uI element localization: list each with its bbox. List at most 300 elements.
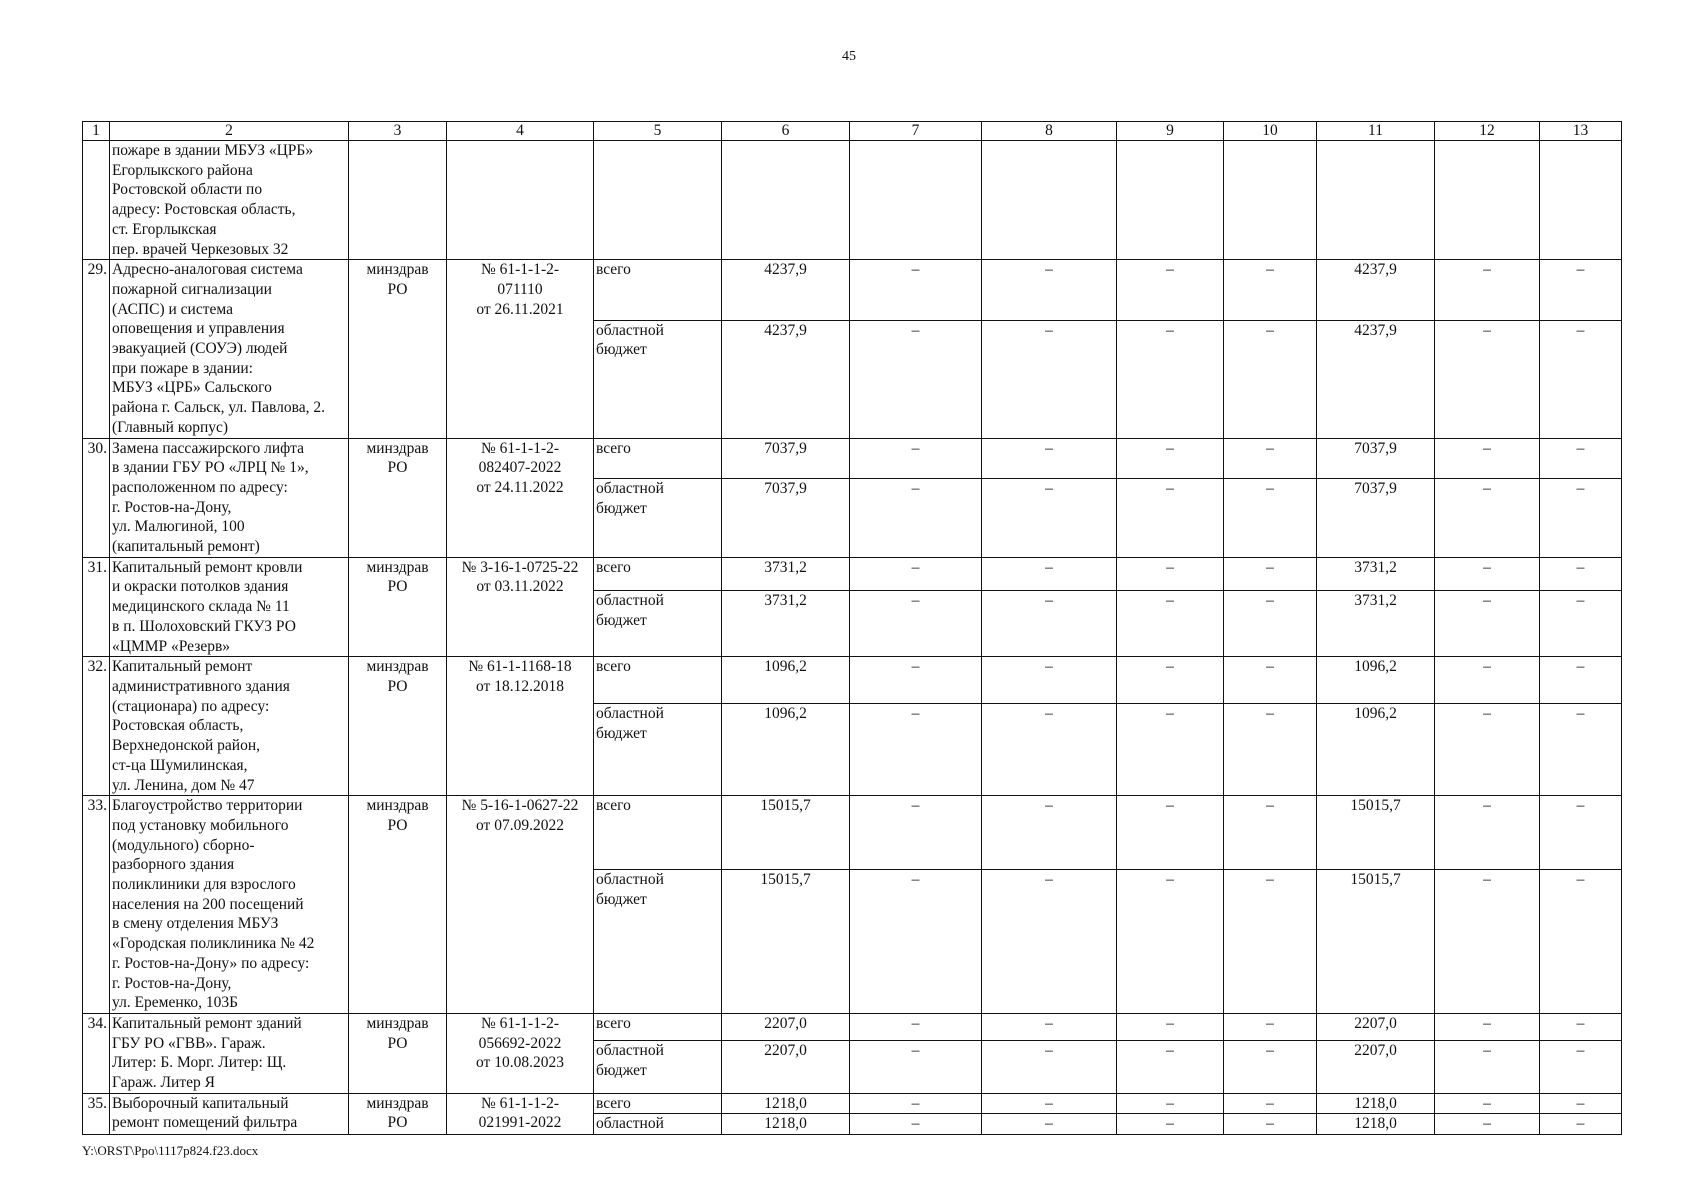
agency-cell xyxy=(349,438,447,557)
dash-cell: – xyxy=(1117,704,1224,796)
document-ref-line: от 10.08.2023 xyxy=(476,1054,564,1072)
object-name-line: ул. Ленина, дом № 47 xyxy=(112,776,255,794)
dash-cell: – xyxy=(850,1040,982,1093)
dash-cell: – xyxy=(850,438,982,478)
total-amount-cell: 15015,7 xyxy=(722,796,850,870)
funding-source-line: областной xyxy=(596,705,664,723)
funding-source-line: областной xyxy=(596,1041,664,1059)
dash-cell: – xyxy=(982,1013,1117,1040)
dash-cell: – xyxy=(1435,260,1540,320)
amount-cell: 2207,0 xyxy=(1317,1040,1435,1093)
agency xyxy=(351,439,444,478)
dash-cell: – xyxy=(1435,1093,1540,1114)
agency-line: РО xyxy=(387,677,408,695)
funding-source-cell xyxy=(594,869,722,1013)
total-amount-cell: 3731,2 xyxy=(722,557,850,591)
object-name-line: расположенном по адресу: xyxy=(112,478,288,496)
object-name-line: Капитальный ремонт xyxy=(112,658,253,676)
row-number-cell: 33. xyxy=(83,796,110,1014)
object-name-cell xyxy=(110,796,349,1014)
dash-cell: – xyxy=(982,869,1117,1013)
agency-cell xyxy=(349,1013,447,1093)
document-cell xyxy=(447,796,594,1014)
empty-cell-col13 xyxy=(1540,141,1622,260)
object-name-line: г. Ростов-на-Дону» по адресу: xyxy=(112,954,310,972)
dash-cell: – xyxy=(1117,1114,1224,1135)
object-name-cell xyxy=(110,438,349,557)
header-row xyxy=(83,122,1622,141)
object-name-line: пожарной сигнализации xyxy=(112,280,272,298)
amount-cell: 1096,2 xyxy=(1317,657,1435,704)
object-name xyxy=(112,657,346,795)
amount-cell: 4237,9 xyxy=(1317,320,1435,438)
amount-cell: 1218,0 xyxy=(1317,1114,1435,1135)
object-name-line: (капитальный ремонт) xyxy=(112,538,260,556)
row-number-cell: 34. xyxy=(83,1013,110,1093)
object-name xyxy=(112,558,346,657)
column-number-8: 8 xyxy=(982,122,1117,141)
document-ref-line: № 3-16-1-0725-22 xyxy=(461,558,579,576)
amount-cell: 15015,7 xyxy=(1317,869,1435,1013)
funding-source xyxy=(596,558,719,578)
object-name-line: Замена пассажирского лифта xyxy=(112,439,305,457)
object-name-line: «Городская поликлиника № 42 xyxy=(112,935,315,953)
funding-source-line: областной xyxy=(596,321,664,339)
funding-source-cell xyxy=(594,1040,722,1093)
funding-source xyxy=(596,1041,719,1080)
empty-cell-col9 xyxy=(1117,141,1224,260)
dash-cell: – xyxy=(1435,320,1540,438)
dash-cell: – xyxy=(1224,1114,1317,1135)
empty-cell-col5 xyxy=(594,141,722,260)
funding-source-line: всего xyxy=(596,658,631,676)
dash-cell: – xyxy=(850,260,982,320)
object-name-line: под установку мобильного xyxy=(112,816,289,834)
document-ref xyxy=(449,1014,591,1073)
object-name-line: района г. Сальск, ул. Павлова, 2. xyxy=(112,399,325,417)
agency-line: РО xyxy=(387,459,408,477)
agency-line: минздрав xyxy=(366,658,429,676)
column-number-2: 2 xyxy=(110,122,349,141)
dash-cell: – xyxy=(982,478,1117,557)
dash-cell: – xyxy=(982,1093,1117,1114)
funding-source-cell xyxy=(594,1114,722,1135)
amount-cell: 3731,2 xyxy=(1317,591,1435,657)
table-row xyxy=(83,1093,1622,1114)
table-row xyxy=(83,557,1622,591)
funding-source-cell xyxy=(594,1093,722,1114)
dash-cell: – xyxy=(1224,320,1317,438)
dash-cell: – xyxy=(1540,1013,1622,1040)
dash-cell: – xyxy=(1435,1013,1540,1040)
row-number-cell: 29. xyxy=(83,260,110,438)
object-name-line: (модульного) сборно- xyxy=(112,836,255,854)
dash-cell: – xyxy=(1224,1093,1317,1114)
funding-source-cell xyxy=(594,478,722,557)
agency-line: РО xyxy=(387,1034,408,1052)
agency-line: РО xyxy=(387,280,408,298)
funding-source xyxy=(596,591,719,630)
object-name-line: ГБУ РО «ГВВ». Гараж. xyxy=(112,1034,266,1052)
total-amount-cell: 2207,0 xyxy=(722,1040,850,1093)
agency-line: минздрав xyxy=(366,261,429,279)
dash-cell: – xyxy=(850,478,982,557)
funding-source-cell xyxy=(594,438,722,478)
object-name-cell xyxy=(110,657,349,796)
column-number-12: 12 xyxy=(1435,122,1540,141)
funding-source-cell xyxy=(594,557,722,591)
dash-cell: – xyxy=(850,657,982,704)
dash-cell: – xyxy=(1117,438,1224,478)
funding-source-line: всего xyxy=(596,261,631,279)
object-name-line: Капитальный ремонт кровли xyxy=(112,558,303,576)
document-cell xyxy=(447,1013,594,1093)
object-name-cell xyxy=(110,260,349,438)
object-name-line: Ростовская область, xyxy=(112,717,244,735)
dash-cell: – xyxy=(982,1114,1117,1135)
dash-cell: – xyxy=(1540,796,1622,870)
agency-cell xyxy=(349,657,447,796)
object-name-line: административного здания xyxy=(112,677,290,695)
amount-cell: 1218,0 xyxy=(1317,1093,1435,1114)
object-name-line: медицинского склада № 11 xyxy=(112,598,290,616)
dash-cell: – xyxy=(850,591,982,657)
amount-cell: 7037,9 xyxy=(1317,478,1435,557)
dash-cell: – xyxy=(1540,1040,1622,1093)
dash-cell: – xyxy=(1540,260,1622,320)
agency-line: РО xyxy=(387,1114,408,1132)
document-cell xyxy=(447,438,594,557)
dash-cell: – xyxy=(982,796,1117,870)
document-ref xyxy=(449,439,591,498)
footer-file-path: Y:\ORST\Ppo\1117p824.f23.docx xyxy=(82,1143,259,1158)
funding-source-line: бюджет xyxy=(596,612,647,630)
object-name-cell xyxy=(110,557,349,657)
column-number-10: 10 xyxy=(1224,122,1317,141)
object-name-line: «ЦММР «Резерв» xyxy=(112,637,231,655)
dash-cell: – xyxy=(1117,1040,1224,1093)
dash-cell: – xyxy=(850,1013,982,1040)
dash-cell: – xyxy=(1117,869,1224,1013)
agency xyxy=(351,1094,444,1133)
document-ref-line: № 61-1-1-2- xyxy=(480,1014,560,1032)
dash-cell: – xyxy=(1540,657,1622,704)
object-name-cell xyxy=(110,141,349,260)
object-name xyxy=(112,141,346,259)
budget-table xyxy=(82,121,1622,1135)
dash-cell: – xyxy=(982,657,1117,704)
document-cell xyxy=(447,557,594,657)
object-name-line: пожаре в здании МБУЗ «ЦРБ» xyxy=(112,142,314,159)
dash-cell: – xyxy=(1540,557,1622,591)
object-name-line: Гараж. Литер Я xyxy=(112,1074,215,1092)
dash-cell: – xyxy=(1117,320,1224,438)
document-ref xyxy=(449,1094,591,1133)
object-name-line: г. Ростов-на-Дону, xyxy=(112,498,232,516)
total-amount-cell: 15015,7 xyxy=(722,869,850,1013)
column-number-4: 4 xyxy=(447,122,594,141)
funding-source xyxy=(596,1114,719,1134)
document-ref-line: от 18.12.2018 xyxy=(476,677,564,695)
total-amount-cell: 7037,9 xyxy=(722,478,850,557)
funding-source-cell xyxy=(594,591,722,657)
agency-line: РО xyxy=(387,816,408,834)
agency-line: минздрав xyxy=(366,439,429,457)
agency-cell xyxy=(349,557,447,657)
funding-source xyxy=(596,796,719,816)
dash-cell: – xyxy=(850,704,982,796)
object-name-line: (Главный корпус) xyxy=(112,418,229,436)
dash-cell: – xyxy=(1435,796,1540,870)
column-number-6: 6 xyxy=(722,122,850,141)
total-amount-cell: 1096,2 xyxy=(722,704,850,796)
document-ref-line: № 61-1-1-2- xyxy=(480,439,560,457)
total-amount-cell: 1218,0 xyxy=(722,1114,850,1135)
object-name-line: (стационара) по адресу: xyxy=(112,697,270,715)
agency-cell xyxy=(349,1093,447,1134)
document-ref-line: № 5-16-1-0627-22 xyxy=(461,797,579,815)
funding-source xyxy=(596,1014,719,1034)
agency-line: минздрав xyxy=(366,1094,429,1112)
dash-cell: – xyxy=(850,557,982,591)
object-name-line: Благоустройство территории xyxy=(112,797,303,815)
continuation-row xyxy=(83,141,1622,260)
object-name-line: МБУЗ «ЦРБ» Сальского xyxy=(112,379,272,397)
column-number-3: 3 xyxy=(349,122,447,141)
document-cell xyxy=(447,657,594,796)
agency-line: минздрав xyxy=(366,1014,429,1032)
object-name-line: при пожаре в здании: xyxy=(112,359,253,377)
dash-cell: – xyxy=(1224,438,1317,478)
object-name-line: Выборочный капитальный xyxy=(112,1094,289,1112)
object-name-line: Адресно-аналоговая система xyxy=(112,261,303,279)
total-amount-cell: 4237,9 xyxy=(722,260,850,320)
funding-source-line: бюджет xyxy=(596,725,647,743)
funding-source-line: областной xyxy=(596,1115,664,1133)
object-name-line: пер. врачей Черкезовых 32 xyxy=(112,240,289,258)
dash-cell: – xyxy=(982,438,1117,478)
funding-source-line: областной xyxy=(596,592,664,610)
dash-cell: – xyxy=(850,320,982,438)
agency xyxy=(351,1014,444,1053)
total-amount-cell: 3731,2 xyxy=(722,591,850,657)
row-number-cell: 31. xyxy=(83,557,110,657)
column-number-13: 13 xyxy=(1540,122,1622,141)
table-row xyxy=(83,796,1622,870)
total-amount-cell: 7037,9 xyxy=(722,438,850,478)
column-number-1: 1 xyxy=(83,122,110,141)
row-number-cell: 30. xyxy=(83,438,110,557)
dash-cell: – xyxy=(1435,478,1540,557)
document-cell xyxy=(447,1093,594,1134)
amount-cell: 2207,0 xyxy=(1317,1013,1435,1040)
document-ref-line: 071110 xyxy=(497,280,543,298)
object-name-line: разборного здания xyxy=(112,856,235,874)
dash-cell: – xyxy=(850,1093,982,1114)
dash-cell: – xyxy=(1117,1093,1224,1114)
document-ref-line: № 61-1-1-2- xyxy=(480,261,560,279)
dash-cell: – xyxy=(1224,704,1317,796)
dash-cell: – xyxy=(1117,557,1224,591)
document-ref-line: 021991-2022 xyxy=(478,1114,562,1132)
agency-cell xyxy=(349,796,447,1014)
table-row xyxy=(83,438,1622,478)
funding-source-line: бюджет xyxy=(596,890,647,908)
document-ref xyxy=(449,657,591,696)
dash-cell: – xyxy=(1224,869,1317,1013)
object-name xyxy=(112,1014,346,1093)
agency-cell xyxy=(349,260,447,438)
row-number-cell: 35. xyxy=(83,1093,110,1134)
dash-cell: – xyxy=(1435,438,1540,478)
object-name-cell xyxy=(110,1013,349,1093)
total-amount-cell: 4237,9 xyxy=(722,320,850,438)
dash-cell: – xyxy=(1117,478,1224,557)
dash-cell: – xyxy=(982,320,1117,438)
funding-source xyxy=(596,704,719,743)
amount-cell: 1096,2 xyxy=(1317,704,1435,796)
empty-cell-col3 xyxy=(349,141,447,260)
document-ref-line: № 61-1-1168-18 xyxy=(468,658,572,676)
dash-cell: – xyxy=(1117,796,1224,870)
object-name-line: в здании ГБУ РО «ЛРЦ № 1», xyxy=(112,459,309,477)
agency xyxy=(351,558,444,597)
table-row xyxy=(83,260,1622,320)
funding-source xyxy=(596,321,719,360)
dash-cell: – xyxy=(1540,478,1622,557)
funding-source-line: всего xyxy=(596,439,631,457)
dash-cell: – xyxy=(1435,557,1540,591)
total-amount-cell: 1218,0 xyxy=(722,1093,850,1114)
dash-cell: – xyxy=(1435,869,1540,1013)
total-amount-cell: 2207,0 xyxy=(722,1013,850,1040)
column-number-9: 9 xyxy=(1117,122,1224,141)
object-name-line: Егорлыкского района xyxy=(112,161,253,179)
object-name-line: ул. Малюгиной, 100 xyxy=(112,518,245,536)
dash-cell: – xyxy=(1224,478,1317,557)
object-name-line: Верхнедонской район, xyxy=(112,737,261,755)
funding-source xyxy=(596,1094,719,1114)
empty-cell-col4 xyxy=(447,141,594,260)
dash-cell: – xyxy=(1117,1013,1224,1040)
dash-cell: – xyxy=(1435,1114,1540,1135)
funding-source xyxy=(596,260,719,280)
funding-source xyxy=(596,439,719,459)
object-name-line: в п. Шолоховский ГКУЗ РО xyxy=(112,617,296,635)
dash-cell: – xyxy=(850,1114,982,1135)
funding-source-line: всего xyxy=(596,1014,631,1032)
object-name-line: и окраски потолков здания xyxy=(112,578,289,596)
object-name-line: в смену отделения МБУЗ xyxy=(112,915,279,933)
dash-cell: – xyxy=(850,869,982,1013)
empty-cell-col8 xyxy=(982,141,1117,260)
object-name-line: ст. Егорлыкская xyxy=(112,220,217,238)
agency-line: минздрав xyxy=(366,797,429,815)
funding-source-line: бюджет xyxy=(596,341,647,359)
row-number-cell xyxy=(83,141,110,260)
object-name-line: эвакуацией (СОУЭ) людей xyxy=(112,340,288,358)
document-cell xyxy=(447,260,594,438)
object-name-line: населения на 200 посещений xyxy=(112,895,304,913)
agency xyxy=(351,796,444,835)
document-ref xyxy=(449,260,591,319)
dash-cell: – xyxy=(1540,704,1622,796)
column-number-5: 5 xyxy=(594,122,722,141)
dash-cell: – xyxy=(1435,704,1540,796)
dash-cell: – xyxy=(1224,557,1317,591)
amount-cell: 7037,9 xyxy=(1317,438,1435,478)
dash-cell: – xyxy=(1224,1013,1317,1040)
dash-cell: – xyxy=(1540,438,1622,478)
table-row xyxy=(83,657,1622,704)
table-row xyxy=(83,1013,1622,1040)
funding-source xyxy=(596,657,719,677)
document-ref-line: от 07.09.2022 xyxy=(476,816,564,834)
document-ref-line: 056692-2022 xyxy=(478,1034,562,1052)
column-number-7: 7 xyxy=(850,122,982,141)
funding-source-line: бюджет xyxy=(596,499,647,517)
funding-source-cell xyxy=(594,796,722,870)
funding-source-cell xyxy=(594,1013,722,1040)
dash-cell: – xyxy=(1117,260,1224,320)
funding-source-line: бюджет xyxy=(596,1061,647,1079)
funding-source-cell xyxy=(594,260,722,320)
object-name-line: Капитальный ремонт зданий xyxy=(112,1014,302,1032)
dash-cell: – xyxy=(1435,657,1540,704)
dash-cell: – xyxy=(982,260,1117,320)
object-name xyxy=(112,1094,346,1133)
dash-cell: – xyxy=(1435,591,1540,657)
agency-line: минздрав xyxy=(366,558,429,576)
dash-cell: – xyxy=(1224,260,1317,320)
funding-source-line: всего xyxy=(596,1094,631,1112)
dash-cell: – xyxy=(1540,320,1622,438)
dash-cell: – xyxy=(1540,1093,1622,1114)
object-name-line: г. Ростов-на-Дону, xyxy=(112,974,232,992)
dash-cell: – xyxy=(850,796,982,870)
object-name xyxy=(112,439,346,557)
empty-cell-col7 xyxy=(850,141,982,260)
document-ref-line: 082407-2022 xyxy=(478,459,562,477)
column-number-11: 11 xyxy=(1317,122,1435,141)
document-ref xyxy=(449,796,591,835)
object-name xyxy=(112,260,346,437)
dash-cell: – xyxy=(1224,796,1317,870)
dash-cell: – xyxy=(1540,869,1622,1013)
document-ref-line: от 26.11.2021 xyxy=(476,300,564,318)
object-name-line: адресу: Ростовская область, xyxy=(112,201,296,219)
dash-cell: – xyxy=(1224,591,1317,657)
object-name-cell xyxy=(110,1093,349,1134)
dash-cell: – xyxy=(1540,1114,1622,1135)
page-number: 45 xyxy=(842,49,856,64)
funding-source-line: всего xyxy=(596,797,631,815)
funding-source-line: всего xyxy=(596,558,631,576)
amount-cell: 4237,9 xyxy=(1317,260,1435,320)
document-ref-line: № 61-1-1-2- xyxy=(480,1094,560,1112)
table-body xyxy=(83,122,1622,1135)
funding-source-line: областной xyxy=(596,479,664,497)
object-name-line: Литер: Б. Морг. Литер: Щ. xyxy=(112,1054,287,1072)
agency xyxy=(351,657,444,696)
dash-cell: – xyxy=(1435,1040,1540,1093)
object-name-line: ст-ца Шумилинская, xyxy=(112,756,248,774)
funding-source-cell xyxy=(594,320,722,438)
dash-cell: – xyxy=(1224,1040,1317,1093)
funding-source-line: областной xyxy=(596,870,664,888)
amount-cell: 3731,2 xyxy=(1317,557,1435,591)
funding-source-cell xyxy=(594,657,722,704)
